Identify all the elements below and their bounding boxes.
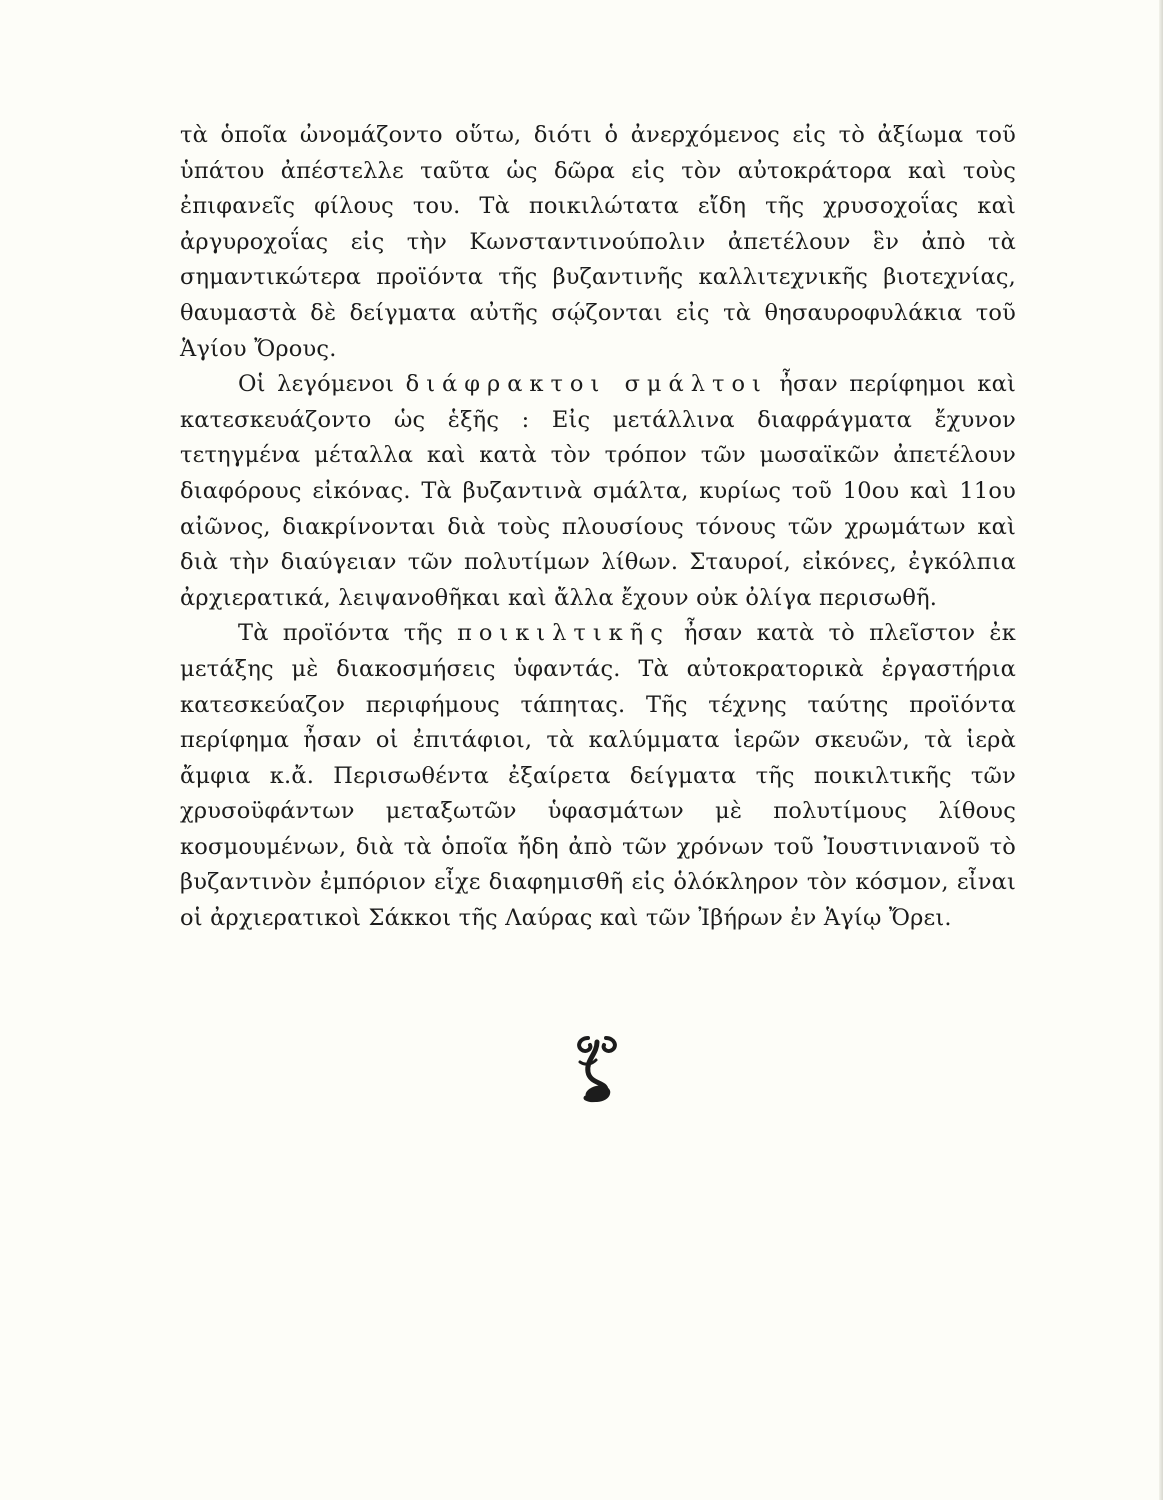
fleuron-icon	[566, 1032, 628, 1104]
paragraph-2-rest: ἦσαν περίφημοι καὶ κατεσκευάζοντο ὡς ἑξῆς : Εἰς μετάλλινα διαφράγματα ἔχυνον τετηγμένα μέταλλα καὶ κατὰ τὸν τρόπον τῶν μωσαϊκῶν ἀπετέλουν διαφόρους εἰκόνας. Τὰ βυζαντινὰ σμάλτα, κυρίως τοῦ 10ου καὶ 11ου αἰῶνος, διακρίνονται διὰ τοὺς πλουσίους τόνους τῶν χρωμάτων καὶ διὰ τὴν διαύγειαν τῶν πολυτίμων λίθων. Σταυροί, εἰκόνες, ἐγκόλπια ἀρχιερατικά, λειψανοθῆκαι καὶ ἄλλα ἔχουν οὐκ ὀλίγα περισωθῆ.	[180, 371, 1016, 611]
page-edge	[1159, 0, 1163, 1500]
paragraph-3-lead: Τὰ προϊόντα τῆς	[238, 620, 443, 647]
paragraph-2-lead: Οἱ λεγόμενοι	[238, 371, 395, 398]
paragraph-1	[180, 118, 1016, 367]
paragraph-3	[180, 616, 1016, 936]
paragraph-3-emphasis: ποικιλτικῆς	[457, 620, 670, 647]
paragraph-3-rest: ἦσαν κατὰ τὸ πλεῖστον ἐκ μετάξης μὲ διακοσμήσεις ὑφαντάς. Τὰ αὐτοκρατορικὰ ἐργαστήρια κατεσκεύαζον περιφήμους τάπητας. Τῆς τέχνης ταύτης προϊόντα περίφημα ἦσαν οἱ ἐπιτάφιοι, τὰ καλύμματα ἱερῶν σκευῶν, τὰ ἱερὰ ἄμφια κ.ἄ. Περισωθέντα ἐξαίρετα δείγματα τῆς ποικιλτικῆς τῶν χρυσοϋφάντων μεταξωτῶν ὑφασμάτων μὲ πολυτίμους λίθους κοσμουμένων, διὰ τὰ ὁποῖα ἤδη ἀπὸ τῶν χρόνων τοῦ Ἰουστινιανοῦ τὸ βυζαντινὸν ἐμπόριον εἶχε διαφημισθῆ εἰς ὁλόκληρον τὸν κόσμον, εἶναι οἱ ἀρχιερατικοὶ Σάκκοι τῆς Λαύρας καὶ τῶν Ἰβήρων ἐν Ἁγίῳ Ὄρει.	[180, 620, 1016, 932]
paragraph-2	[180, 367, 1016, 616]
body-text	[180, 118, 1016, 937]
paragraph-1-text: τὰ ὁποῖα ὠνομάζοντο οὕτω, διότι ὁ ἀνερχόμενος εἰς τὸ ἀξίωμα τοῦ ὑπάτου ἀπέστελλε ταῦτα ὡς δῶρα εἰς τὸν αὐτοκράτορα καὶ τοὺς ἐπιφανεῖς φίλους του. Τὰ ποικιλώτατα εἴδη τῆς χρυσοχοΐας καὶ ἀργυροχοΐας εἰς τὴν Κωνσταντινούπολιν ἀπετέλουν ἓν ἀπὸ τὰ σημαντικώτερα προϊόντα τῆς βυζαντινῆς καλλιτεχνικῆς βιοτεχνίας, θαυμαστὰ δὲ δείγματα αὐτῆς σῴζονται εἰς τὰ θησαυροφυλάκια τοῦ Ἁγίου Ὄρους.	[180, 122, 1016, 362]
paragraph-2-emphasis: διάφρακτοι σμάλτοι	[405, 371, 768, 398]
